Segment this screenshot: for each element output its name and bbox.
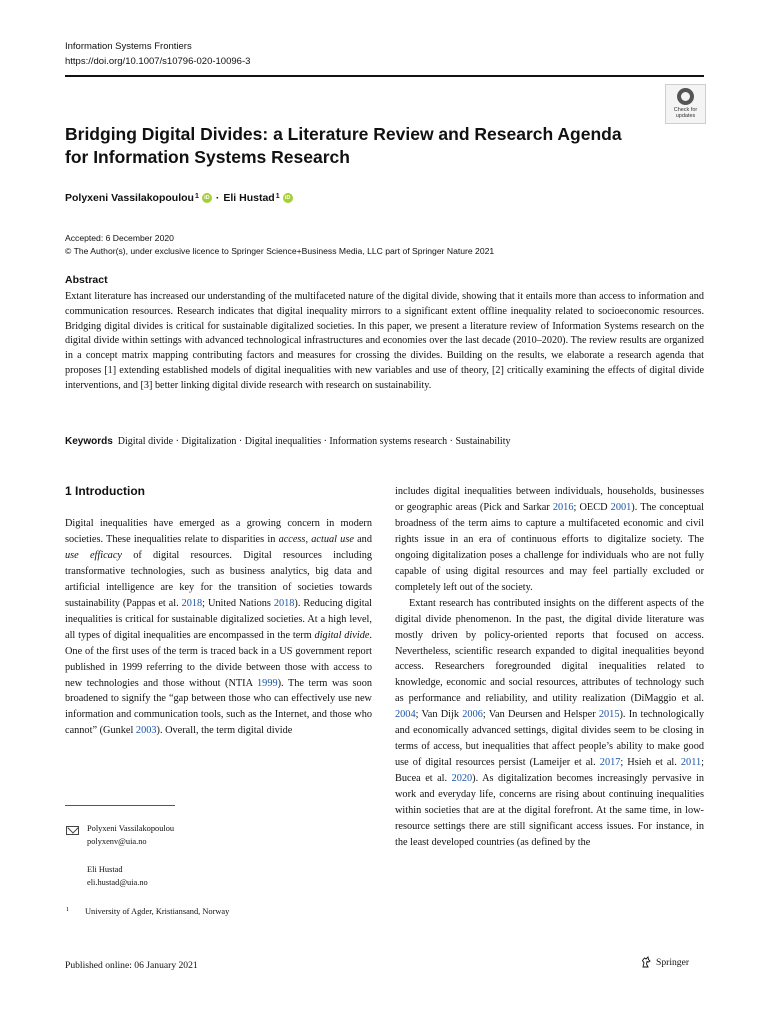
citation-link[interactable]: 2011 bbox=[680, 757, 702, 769]
affiliation-text: University of Agder, Kristiansand, Norway bbox=[85, 907, 230, 916]
abstract-text: Extant literature has increased our understanding of the multifaceted nature of the digital divide, showing that it entails more than access to information and communication resources. Research indicates that digital inequality mirrors to a significant extent offline inequality related to socioeconomic resources. Bridging digital divides is critical for sustainable digitalized societies. In this paper, we present a literature review of Information Systems research on the digital divide within settings with advanced technological infrastructures and economies over the last decade (2010–2020). The review results are organized in a concept matrix mapping contributing factors and measures for crossing the divides. Building on the results, we elaborate a research agenda that proposes [1] extending established models of digital inequalities with new variables and use of theory, [2] critically examining the effects of digital divide interventions, and [3] better linking digital divide research with research on sustainability. bbox=[65, 291, 704, 391]
citation-link[interactable]: 2018 bbox=[273, 597, 295, 609]
springer-horse-icon bbox=[640, 956, 652, 968]
footnote-rule bbox=[65, 805, 175, 806]
check-for-updates-badge[interactable] bbox=[665, 84, 706, 124]
publisher-logo bbox=[640, 956, 689, 968]
orcid-icon[interactable]: iD bbox=[283, 193, 293, 203]
author-email-link[interactable]: polyxenv@uia.no bbox=[87, 837, 147, 846]
author-email-link[interactable]: eli.hustad@uia.no bbox=[87, 878, 148, 887]
publisher-name: Springer bbox=[656, 956, 690, 968]
orcid-icon[interactable]: iD bbox=[202, 193, 212, 203]
citation-link[interactable]: 2006 bbox=[462, 709, 483, 721]
keywords-list: Digital divide · Digitalization · Digital inequalities · Information systems research · Sustainability bbox=[117, 436, 511, 447]
header-rule bbox=[65, 75, 704, 77]
copyright-notice: © The Author(s), under exclusive licence to Springer Science+Business Media, LLC part of Springer Nature 2021 bbox=[65, 246, 495, 256]
paragraph: Digital inequalities have emerged as a growing concern in modern societies. These inequalities relate to disparities in access, actual use and use efficacy of digital resources. Digital resources including transformative technologies, such as business analytics, big data and artificial intelligence are key for the transition of societies towards sustainability (Pappas et al. 2018; United Nations 2018). Reducing digital inequalities is critical for sustainable digitalized societies. At a high level, all types of digital inequalities are encompassed in the term digital divide. One of the first uses of the term is traced back in a US government report published in 1999 referring to the divide between those with access to new technologies and those without (NTIA 1999). The term was soon broadened to signify the “gap between those who can effectively use new information and communication tools, such as the Internet, and those who cannot” (Gunkel 2003). Overall, the term digital divide bbox=[65, 518, 372, 737]
check-for-updates-label: Check for updates bbox=[673, 107, 698, 119]
citation-link[interactable]: 2015 bbox=[598, 709, 620, 721]
paragraph: Extant research has contributed insights on the different aspects of the digital divide phenomenon. In the past, the digital divide literature was mostly driven by policy-oriented reports that focused on access. Nevertheless, scientific research expanded to digital inequalities beyond access. Researchers foregrounded digital inequalities related to knowledge, economic and social resources, attributes of technology such as performance and reliability, and utility realization (DiMaggio et al. 2004; Van Dijk 2006; Van Deursen and Helsper 2015). In technologically and economically advanced settings, digital divides seem to be closing in terms of access, but inequalities that affect people’s ability to make good use of digital resources persist (Lameijer et al. 2017; Hsieh et al. 2011; Bucea et al. 2020). As digitalization becomes increasingly pervasive in work and everyday life, concerns are rising about continuing inequalities within societies that are at the digital forefront. At the same time, in low-resource settings there are still significant access issues. For instance, in the least developed countries (as defined by the bbox=[395, 597, 704, 848]
corresponding-author-name: Polyxeni Vassilakopoulou bbox=[87, 824, 175, 833]
citation-link[interactable]: 2018 bbox=[181, 597, 203, 609]
section-heading: 1 Introduction bbox=[65, 484, 145, 498]
paragraph: includes digital inequalities between individuals, households, businesses or geographic areas (Pick and Sarkar 2016; OECD 2001). The conceptual broadness of the term aims to capture a multifaceted economic and civil rights issue in an era of continuous efforts to digitalize society. The ongoing digitalization poses a challenge for individuals who are not fully capable of using digital resources and may feel partially excluded or completely left out of the society. bbox=[395, 486, 704, 593]
keywords-label: Keywords bbox=[65, 436, 113, 447]
affiliation-marker: 1 bbox=[275, 192, 280, 200]
doi-link[interactable]: https://doi.org/10.1007/s10796-020-10096-3 bbox=[65, 56, 251, 67]
abstract-heading: Abstract bbox=[65, 274, 108, 286]
citation-link[interactable]: 2020 bbox=[451, 773, 473, 785]
keywords bbox=[65, 436, 704, 447]
coauthor-name: Eli Hustad bbox=[87, 865, 123, 874]
envelope-icon bbox=[66, 826, 79, 835]
affiliation-marker: 1 bbox=[194, 192, 199, 200]
accepted-date: Accepted: 6 December 2020 bbox=[65, 233, 174, 243]
citation-link[interactable]: 2003 bbox=[135, 725, 157, 737]
author-separator: · bbox=[215, 192, 220, 204]
citation-link[interactable]: 2004 bbox=[395, 709, 416, 721]
body-column-right bbox=[395, 484, 704, 851]
citation-link[interactable]: 2001 bbox=[610, 501, 632, 513]
author-list bbox=[65, 192, 297, 204]
author-name[interactable]: Polyxeni Vassilakopoulou bbox=[65, 192, 194, 204]
citation-link[interactable]: 1999 bbox=[257, 677, 278, 689]
author-name[interactable]: Eli Hustad bbox=[223, 192, 275, 204]
article-title: Bridging Digital Divides: a Literature Review and Research Agenda for Information Systems Research bbox=[65, 124, 622, 167]
journal-name: Information Systems Frontiers bbox=[65, 41, 192, 52]
body-column-left bbox=[65, 516, 372, 739]
affiliation-number: 1 bbox=[66, 906, 70, 913]
citation-link[interactable]: 2016 bbox=[552, 501, 574, 513]
citation-link[interactable]: 2017 bbox=[599, 757, 621, 769]
published-date: Published online: 06 January 2021 bbox=[65, 960, 198, 971]
check-for-updates-icon bbox=[677, 88, 694, 105]
